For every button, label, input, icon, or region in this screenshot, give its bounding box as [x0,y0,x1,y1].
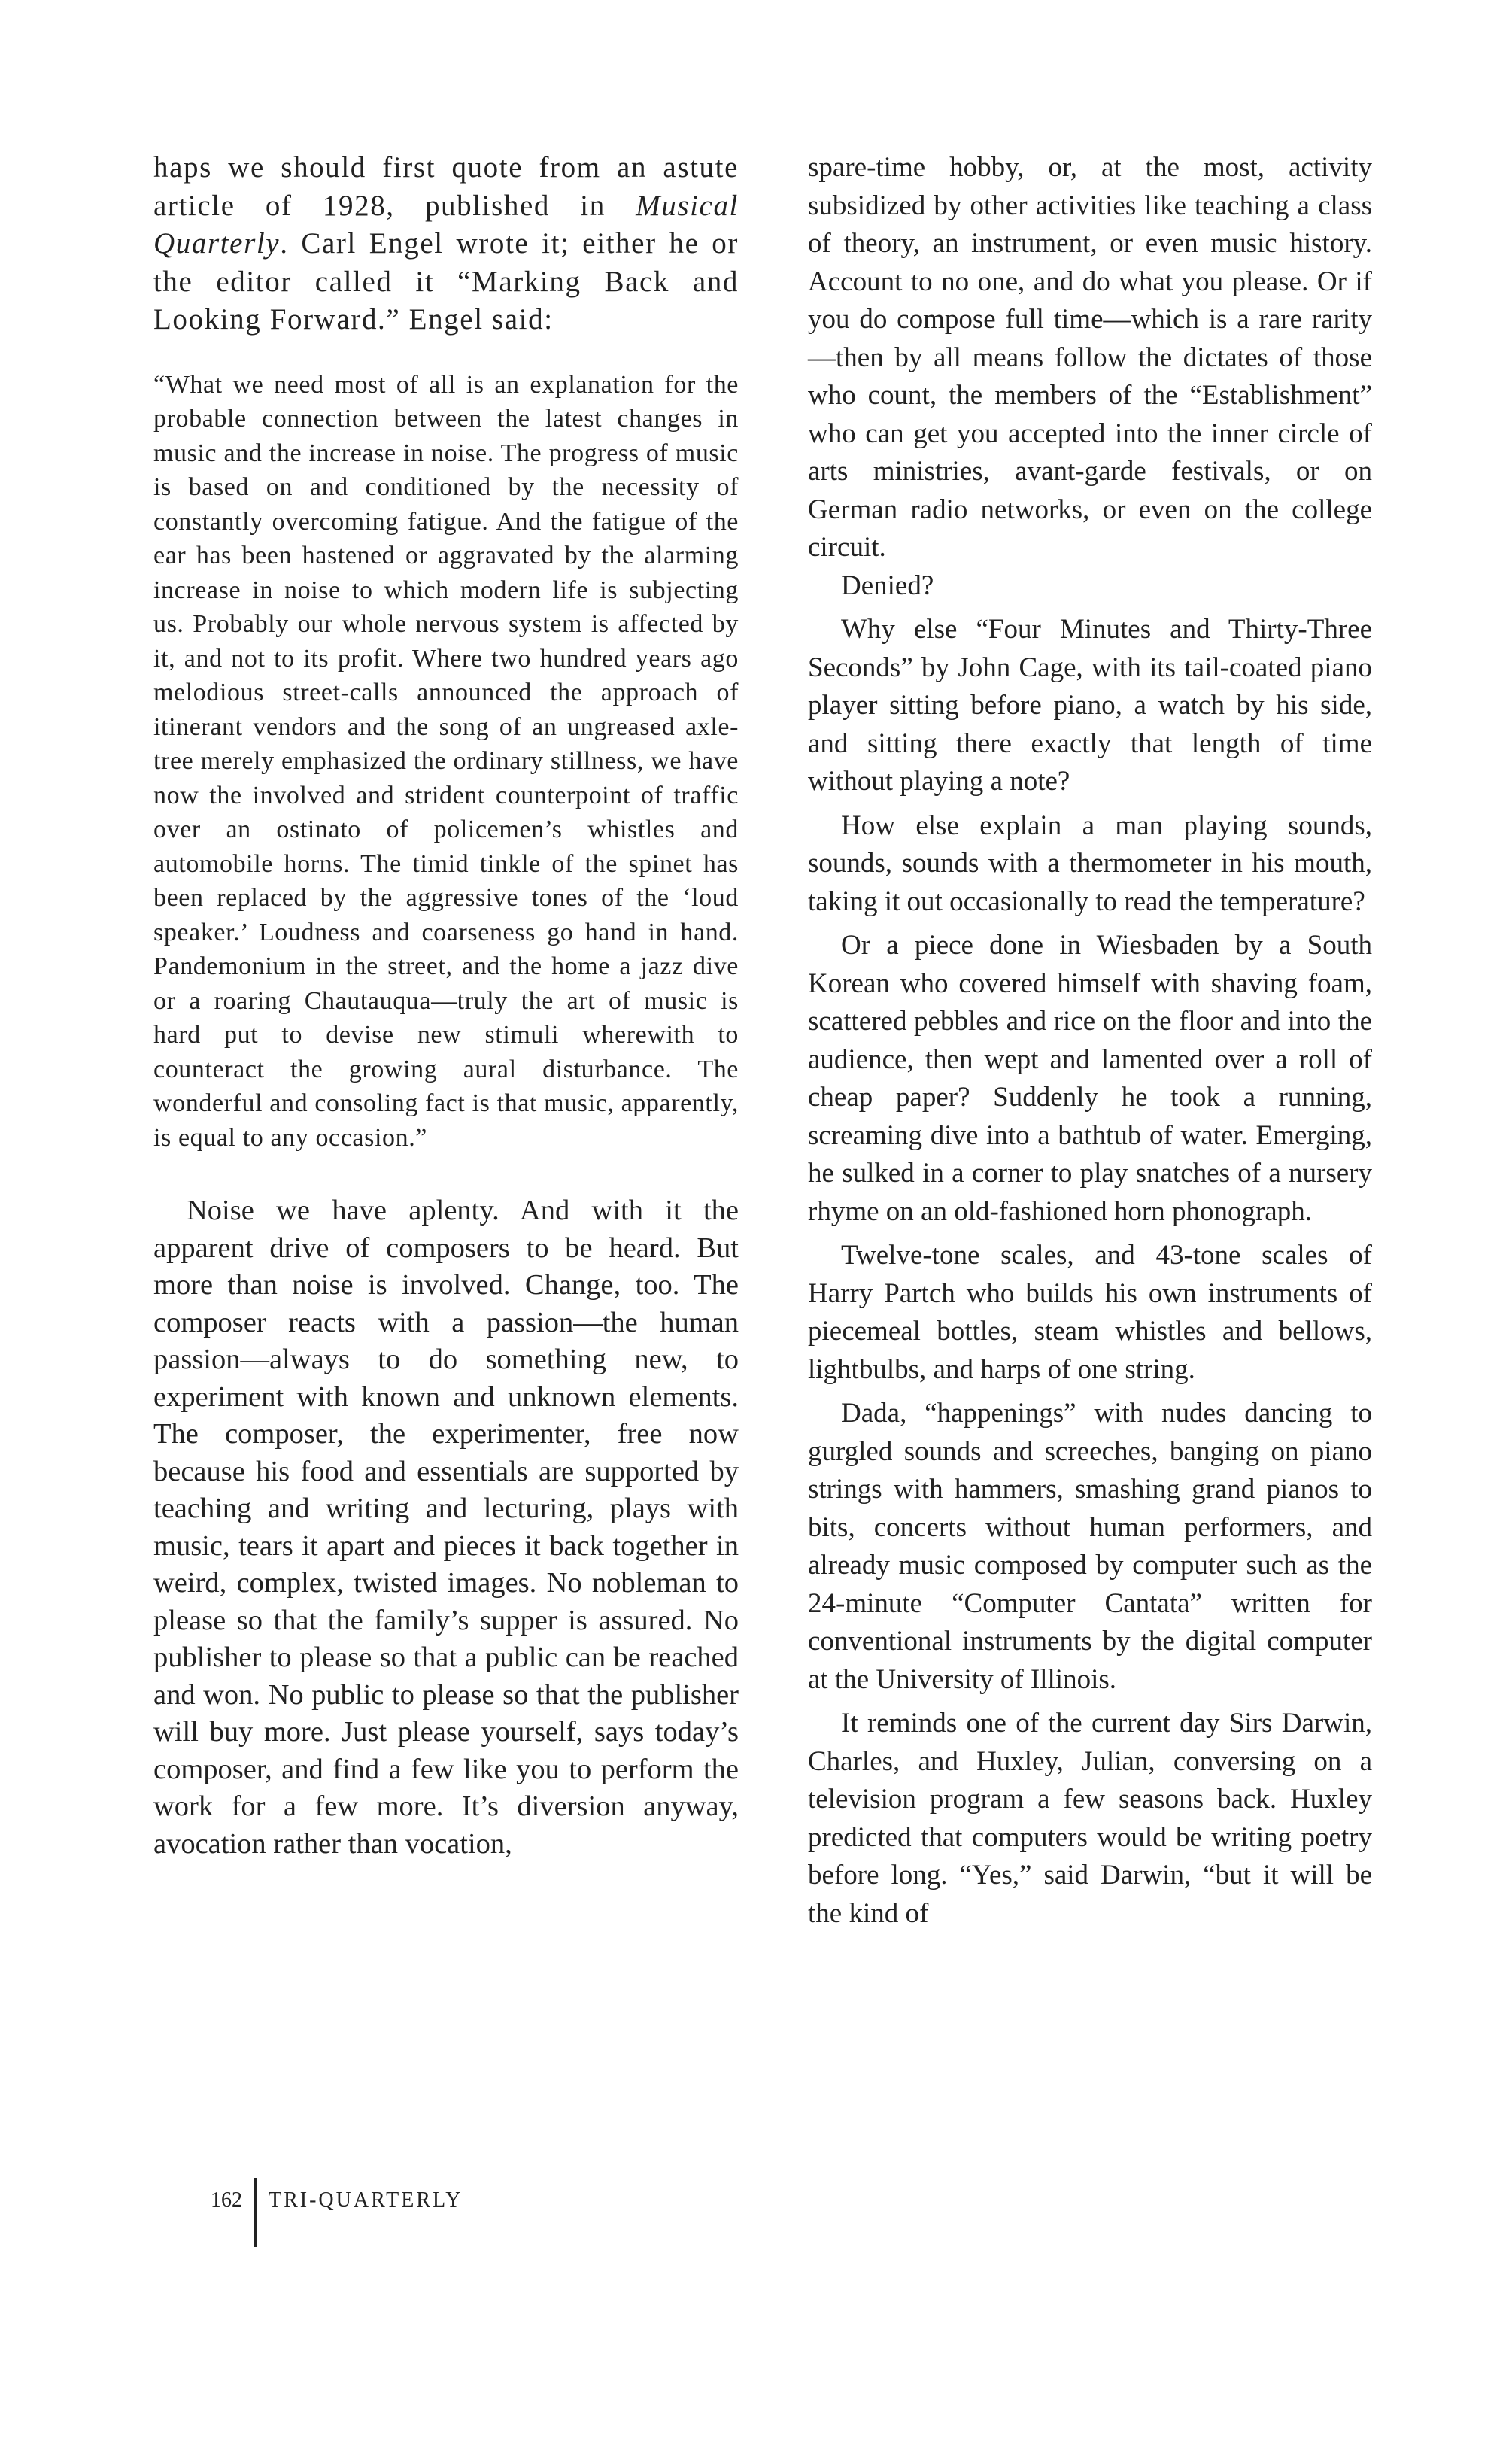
paragraph: It reminds one of the current day Sirs Darwin, Charles, and Huxley, Julian, conversing on a television program a few seasons back. Huxley predicted that computers would be writing poetry before long. “Yes,” said Darwin, “but it will be the kind of [808,1708,1372,1929]
left-column [153,149,739,1863]
block-quote: “What we need most of all is an explanation for the probable connection between the latest changes in music and the increase in noise. The progress of music is based on and conditioned by the necessity of constantly overcoming fatigue. And the fatigue of the ear has been hastened or aggravated by the alarming increase in noise to which modern life is subjecting us. Probably our whole nervous system is affected by it, and not to its profit. Where two hundred years ago melodious street-calls announced the approach of itinerant vendors and the song of an ungreased axle-tree merely emphasized the ordinary stillness, we have now the involved and strident counterpoint of traffic over an ostinato of policemen’s whistles and automobile horns. The timid tinkle of the spinet has been replaced by the aggressive tones of the ‘loud speaker.’ Loudness and coarseness go hand in hand. Pandemonium in the street, and the home a jazz dive or a roaring Chautauqua—truly the art of music is hard put to devise new stimuli wherewith to counteract the growing aural disturbance. The wonderful and consoling fact is that music, apparently, is equal to any occasion.” [153,370,739,1152]
paragraph: Dada, “happenings” with nudes dancing to gurgled sounds and screeches, banging on piano strings with hammers, smashing grand pianos to bits, concerts without human performers, and already music composed by computer such as the 24-minute “Computer Cantata” written for conventional instruments by the digital computer at the University of Illinois. [808,1398,1372,1695]
paragraph: Why else “Four Minutes and Thirty-Three Seconds” by John Cage, with its tail-coated piano player sitting before piano, a watch by his side, and sitting there exactly that length of time without playing a note? [808,614,1372,797]
intro-text-continued: . Carl Engel wrote it; either he or the editor called it “Marking Back and Looking Forward.” Engel said: [153,227,739,336]
opening-paragraph [153,149,739,339]
body-paragraph: Noise we have aplenty. And with it the apparent drive of composers to be heard. But more than noise is involved. Change, too. The composer reacts with a passion—the human passion—always to do something new, to experiment with known and unknown elements. The composer, the experimenter, free now because his food and essentials are supported by teaching and writing and lecturing, plays with music, tears it apart and pieces it back together in weird, complex, twisted images. No nobleman to please so that the family’s supper is assured. No publisher to please so that a public can be reached and won. No public to please so that the publisher will buy more. Just please yourself, says today’s composer, and find a few like you to perform the work for a few more. It’s diversion anyway, avocation rather than vocation, [153,1195,739,1860]
page-number: 162 [211,2188,242,2212]
intro-text: haps we should first quote from an astute article of 1928, published in [153,151,739,222]
paragraph: Twelve-tone scales, and 43-tone scales of Harry Partch who builds his own instruments of piecemeal bottles, steam whistles and bellows, lightbulbs, and harps of one string. [808,1240,1372,1385]
paragraph: Or a piece done in Wiesbaden by a South Korean who covered himself with shaving foam, scattered pebbles and rice on the floor and into the audience, then wept and lamented over a roll of cheap paper? Suddenly he took a running, screaming dive into a bathtub of water. Emerging, he sulked in a corner to play snatches of a nursery rhyme on an old-fashioned horn phonograph. [808,930,1372,1227]
paragraph: Denied? [841,569,934,601]
right-column [808,149,1372,1933]
paragraph: spare-time hobby, or, at the most, activity subsidized by other activities like teaching a class of theory, an instrument, or even music history. Account to no one, and do what you please. Or if you do compose full time—which is a rare rarity—then by all means follow the dictates of those who count, the members of the “Establishment” who can get you accepted into the inner circle of arts ministries, avant-garde festivals, or on German radio networks, or even on the college circuit. [808,152,1372,563]
paragraph: How else explain a man playing sounds, sounds, sounds with a thermometer in his mouth, taking it out occasionally to read the temperature? [808,809,1372,917]
running-head: TRI-QUARTERLY [269,2188,463,2212]
journal-title: Musical Quarterly [153,189,739,260]
page-footer [211,2178,463,2247]
